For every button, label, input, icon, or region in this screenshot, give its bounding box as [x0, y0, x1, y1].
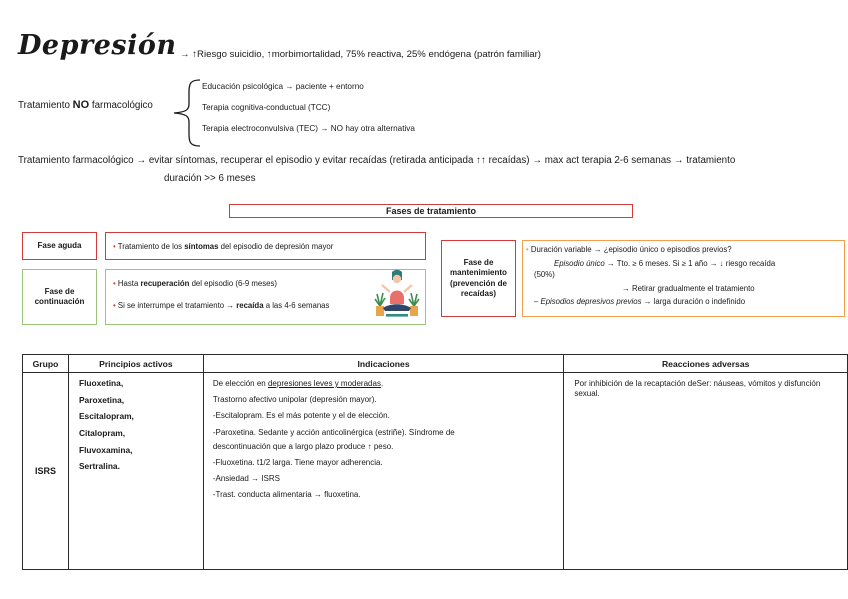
bullet-icon: •: [526, 245, 529, 254]
indication-line: Trastorno afectivo unipolar (depresión mayor).: [212, 395, 377, 405]
indication-line: -Ansiedad → ISRS: [212, 473, 280, 483]
phase-continuation-bullet: [113, 279, 418, 290]
drugs-cell: [68, 373, 203, 570]
non-pharm-label-suffix: farmacológico: [91, 100, 153, 111]
drug-name: Paroxetina,: [78, 394, 125, 405]
indication-line: -Paroxetina. Sedante y acción anticolinérgica (estriñe). Síndrome de: [212, 427, 455, 437]
indications-cell: [203, 373, 564, 570]
phase-acute-text: Tratamiento de los: [117, 242, 185, 251]
phase-continuation-text: Si se interrumpe el tratamiento →: [117, 300, 237, 310]
phase-maintenance-name-line: (prevención de: [450, 278, 507, 288]
non-pharm-item: Educación psicológica → paciente + entorno: [202, 82, 364, 91]
drug-name: Citalopram,: [78, 427, 126, 438]
column-header: Grupo: [23, 355, 69, 373]
indication-line: [213, 379, 556, 389]
bullet-icon: •: [113, 300, 116, 310]
phase-maintenance-italic: Episodio único: [554, 259, 605, 268]
phase-continuation-name-line: continuación: [34, 297, 85, 306]
page-title: Depresión: [18, 30, 177, 61]
phase-maintenance-line: → Retirar gradualmente el tratamiento: [622, 284, 755, 293]
phase-maintenance-name-line: mantenimiento: [450, 268, 507, 278]
phase-maintenance-text: → Tto. ≥ 6 meses. Si ≥ 1 año → ↓ riesgo recaída: [604, 259, 776, 268]
pharm-line-2: duración >> 6 meses: [164, 173, 256, 184]
table-header-row: [23, 355, 848, 373]
page-subtitle: → ↑Riesgo suicidio, ↑morbimortalidad, 75% reactiva, 25% endógena (patrón familiar): [180, 49, 542, 60]
indication-line: -Escitalopram. Es el más potente y el de elección.: [212, 411, 390, 421]
phase-maintenance-line: [526, 245, 732, 255]
phase-maintenance-line: (50%): [534, 270, 555, 279]
drug-name: Sertralina.: [78, 461, 120, 472]
phase-maintenance-text: Duración variable → ¿episodio único o episodios previos?: [530, 245, 732, 254]
group-cell: ISRS: [23, 373, 69, 570]
phase-acute-text: del episodio de depresión mayor: [218, 242, 334, 251]
phase-acute-name: Fase aguda: [22, 232, 97, 260]
drug-name: Fluoxetina,: [78, 378, 124, 388]
bullet-icon: •: [113, 279, 116, 288]
phase-continuation-text: Hasta: [117, 279, 141, 288]
indication-text: .: [380, 379, 384, 388]
column-header: Indicaciones: [203, 355, 564, 373]
phase-continuation-bullet: [113, 301, 418, 312]
phase-continuation-bold: recaída: [236, 300, 264, 310]
adverse-cell: Por inhibición de la recaptación deSer: náuseas, vómitos y disfunción sexual.: [564, 373, 848, 570]
phase-continuation-text: del episodio (6-9 meses): [189, 279, 277, 288]
column-header: Principios activos: [68, 355, 203, 373]
phase-maintenance-text: → larga duración o indefinido: [641, 297, 746, 306]
phase-acute-bold: síntomas: [184, 242, 219, 251]
phase-maintenance-italic: Episodios depresivos previos: [540, 297, 642, 306]
indication-text: De elección en: [212, 379, 268, 388]
phase-maintenance-line: [554, 259, 775, 269]
non-pharm-label: [18, 99, 153, 111]
phase-maintenance-name-line: Fase de: [463, 257, 494, 267]
table-row: [23, 373, 848, 570]
column-header: Reacciones adversas: [564, 355, 848, 373]
phase-continuation-bold: recuperación: [140, 279, 190, 288]
indication-line: descontinuación que a largo plazo produce ↑ peso.: [212, 441, 394, 451]
pharm-line-1: Tratamiento farmacológico → evitar síntomas, recuperar el episodio y evitar recaídas (retirada anticipada ↑↑ recaídas) → max act terapia 2-6 semanas → tratamiento: [18, 155, 736, 166]
drug-name: Escitalopram,: [78, 411, 134, 422]
indication-line: -Trast. conducta alimentaria → fluoxetina.: [212, 490, 361, 500]
non-pharm-item: Terapia electroconvulsiva (TEC) → NO hay otra alternativa: [202, 124, 415, 133]
bullet-icon: •: [113, 242, 116, 251]
non-pharm-label-bold: NO: [72, 99, 90, 111]
non-pharm-item: Terapia cognitiva-conductual (TCC): [202, 103, 331, 112]
indication-underlined: depresiones leves y moderadas: [267, 379, 381, 388]
phase-continuation-name: [22, 269, 97, 325]
phase-acute-desc: [105, 232, 426, 260]
indication-line: -Fluoxetina. t1/2 larga. Tiene mayor adherencia.: [212, 457, 383, 467]
drug-name: Fluvoxamina,: [78, 444, 133, 455]
phase-maintenance-text: –: [534, 297, 541, 306]
phase-maintenance-name: [441, 240, 516, 317]
curly-brace-icon: [170, 78, 202, 148]
phase-continuation-text: a las 4-6 semanas: [263, 300, 330, 310]
drug-table: [22, 354, 848, 570]
phase-continuation-name-line: Fase de: [44, 286, 75, 296]
phase-maintenance-name-line: recaídas): [460, 288, 497, 298]
phases-title: Fases de tratamiento: [229, 204, 633, 218]
non-pharm-label-prefix: Tratamiento: [18, 100, 70, 111]
meditation-illustration-icon: [374, 268, 420, 322]
phase-maintenance-line: [534, 297, 745, 307]
